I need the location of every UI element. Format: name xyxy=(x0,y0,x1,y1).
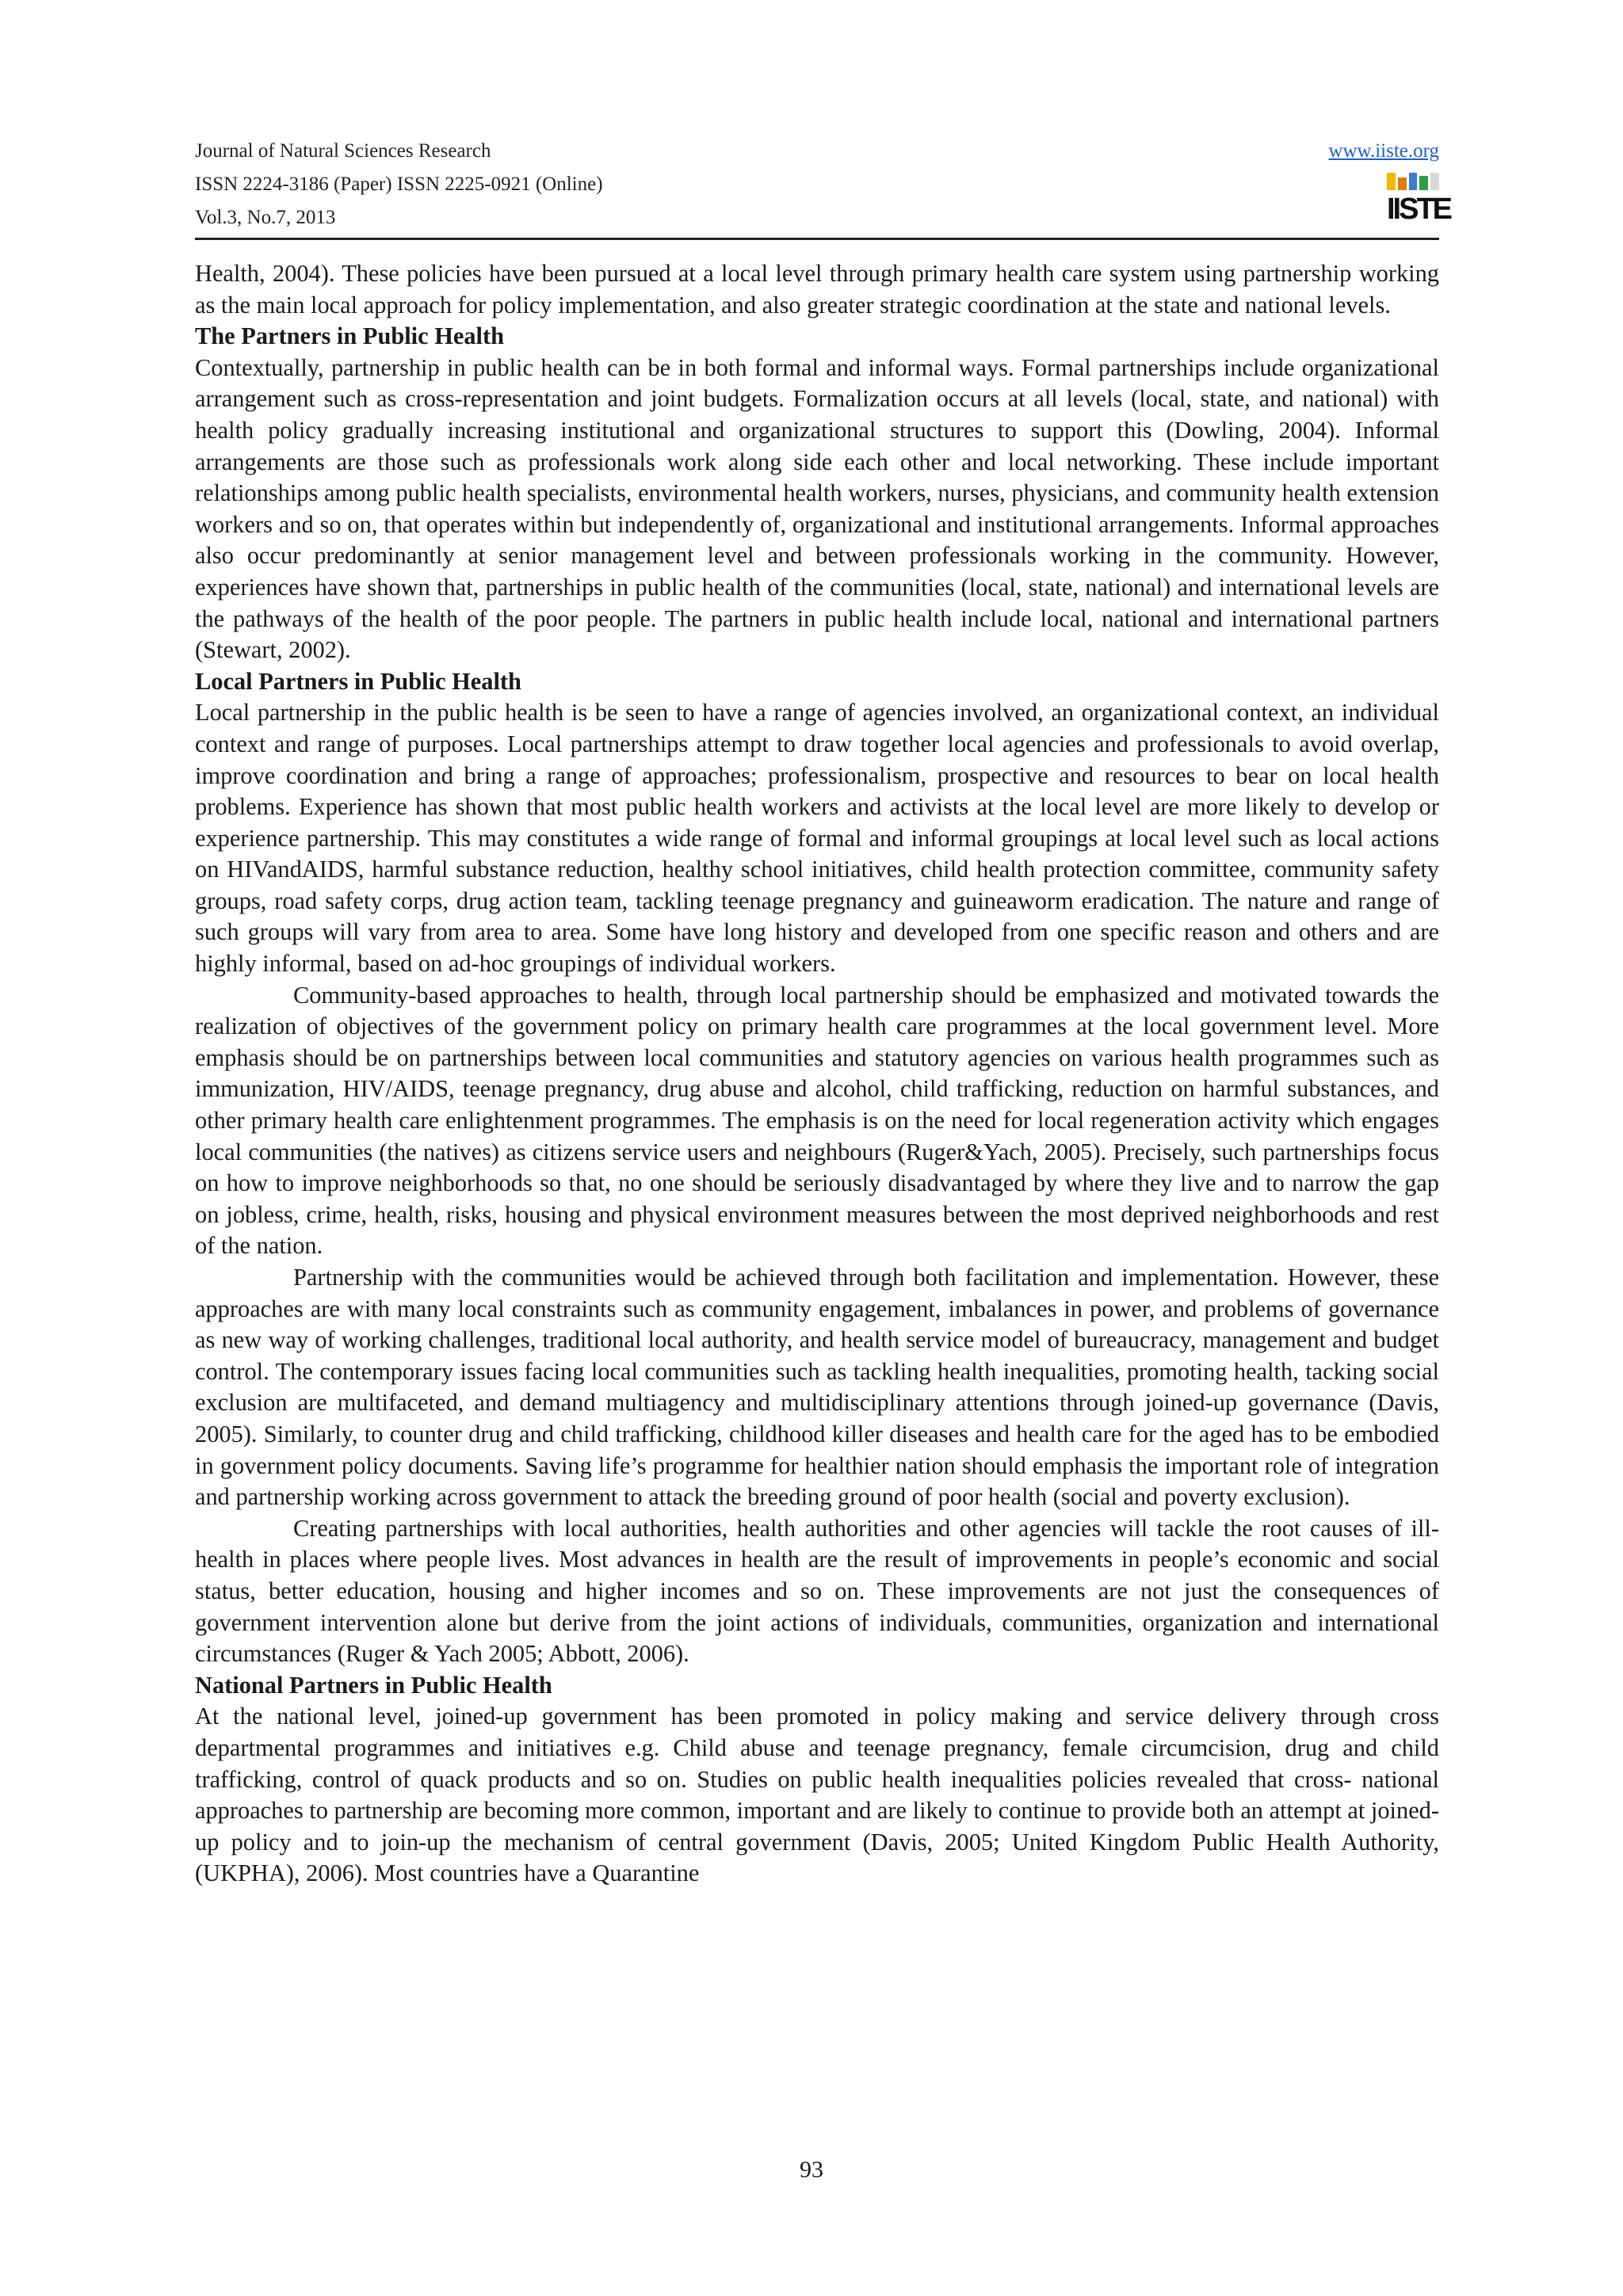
issn-line: ISSN 2224-3186 (Paper) ISSN 2225-0921 (Online) xyxy=(195,174,603,195)
body-paragraph: Creating partnerships with local authorities, health authorities and other agencies will tackle the root causes of ill-health in places where people lives. Most advances in health are the result of improvements in people’s economic and social status, better education, housing and higher incomes and so on. These improvements are not just the consequences of government intervention alone but derive from the joint actions of individuals, communities, organization and international circumstances (Ruger & Yach 2005; Abbott, 2006). xyxy=(195,1514,1439,1668)
logo-bar-orange xyxy=(1398,177,1407,190)
section-heading-national-partners: National Partners in Public Health xyxy=(195,1671,552,1699)
body-paragraph: Health, 2004). These policies have been pursued at a local level through primary health care system using partnership working as the main local approach for policy implementation, and also greater strategic coordination at the state and national levels. xyxy=(195,260,1439,318)
body-paragraph: Partnership with the communities would be achieved through both facilitation and implementation. However, these approaches are with many local constraints such as community engagement, imbalances in power, and problems of governance as new way of working challenges, traditional local authority, and health service model of bureaucracy, management and budget control. The contemporary issues facing local communities such as tackling health inequalities, promoting health, tacking social exclusion are multifaceted, and demand multiagency and multidisciplinary attentions through joined-up governance (Davis, 2005). Similarly, to counter drug and child trafficking, childhood killer diseases and health care for the aged has to be embodied in government policy documents. Saving life’s programme for healthier nation should emphasis the important role of integration and partnership working across government to attack the breeding ground of poor health (social and poverty exclusion). xyxy=(195,1264,1439,1511)
body-paragraph: Contextually, partnership in public health can be in both formal and informal ways. Formal partnerships include organizational arrangement such as cross-representation and joint budgets. Formalization occurs at all levels (local, state, and national) with health policy gradually increasing institutional and organizational structures to support this (Dowling, 2004). Informal arrangements are those such as professionals work along side each other and local networking. These include important relationships among public health specialists, environmental health workers, nurses, physicians, and community health extension workers and so on, that operates within but independently of, organizational and institutional arrangements. Informal approaches also occur predominantly at senior management level and between professionals working in the community. However, experiences have shown that, partnerships in public health of the communities (local, state, national) and international levels are the pathways of the health of the poor people. The partners in public health include local, national and international partners (Stewart, 2002). xyxy=(195,353,1439,664)
section-heading-partners: The Partners in Public Health xyxy=(195,322,505,350)
journal-website-link[interactable]: www.iiste.org xyxy=(1328,140,1439,162)
logo-color-bars xyxy=(1387,173,1439,190)
page-number: 93 xyxy=(800,2157,823,2183)
logo-bar-green xyxy=(1419,176,1428,190)
journal-title: Journal of Natural Sciences Research xyxy=(195,140,491,162)
volume-line: Vol.3, No.7, 2013 xyxy=(195,207,336,228)
logo-bar-blue xyxy=(1409,173,1418,190)
body-paragraph: At the national level, joined-up government has been promoted in policy making and service delivery through cross departmental programmes and initiatives e.g. Child abuse and teenage pregnancy, female circumcision, drug and child trafficking, control of quack products and so on. Studies on public health inequalities policies revealed that cross- national approaches to partnership are becoming more common, important and are likely to continue to provide both an attempt at joined-up policy and to join-up the mechanism of central government (Davis, 2005; United Kingdom Public Health Authority, (UKPHA), 2006). Most countries have a Quarantine xyxy=(195,1703,1439,1887)
body-paragraph: Local partnership in the public health is be seen to have a range of agencies involved, an organizational context, an individual context and range of purposes. Local partnerships attempt to draw together local agencies and professionals to avoid overlap, improve coordination and bring a range of approaches; professionalism, prospective and resources to bear on local health problems. Experience has shown that most public health workers and activists at the local level are more likely to develop or experience partnership. This may constitutes a wide range of formal and informal groupings at local level such as local actions on HIVandAIDS, harmful substance reduction, healthy school initiatives, child health protection committee, community safety groups, road safety corps, drug action team, tackling teenage pregnancy and guineaworm eradication. The nature and range of such groups will vary from area to area. Some have long history and developed from one specific reason and others and are highly informal, based on ad-hoc groupings of individual workers. xyxy=(195,699,1439,978)
logo-wordmark: IISTE xyxy=(1387,193,1451,226)
body-paragraph: Community-based approaches to health, through local partnership should be emphasized and motivated towards the realization of objectives of the government policy on primary health care programmes at the local government level. More emphasis should be on partnerships between local communities and statutory agencies on various health programmes such as immunization, HIV/AIDS, teenage pregnancy, drug abuse and alcohol, child trafficking, reduction on harmful substances, and other primary health care enlightenment programmes. The emphasis is on the need for local regeneration activity which engages local communities (the natives) as citizens service users and neighbours (Ruger&Yach, 2005). Precisely, such partnerships focus on how to improve neighborhoods so that, no one should be seriously disadvantaged by where they live and to narrow the gap on jobless, crime, health, risks, housing and physical environment measures between the most deprived neighborhoods and rest of the nation. xyxy=(195,981,1439,1260)
page-header xyxy=(195,135,1451,240)
article-body xyxy=(195,258,1439,1890)
logo-bar-yellow xyxy=(1387,173,1396,190)
iiste-logo xyxy=(1387,173,1451,233)
logo-bar-gray xyxy=(1430,173,1439,190)
section-heading-local-partners: Local Partners in Public Health xyxy=(195,667,521,695)
